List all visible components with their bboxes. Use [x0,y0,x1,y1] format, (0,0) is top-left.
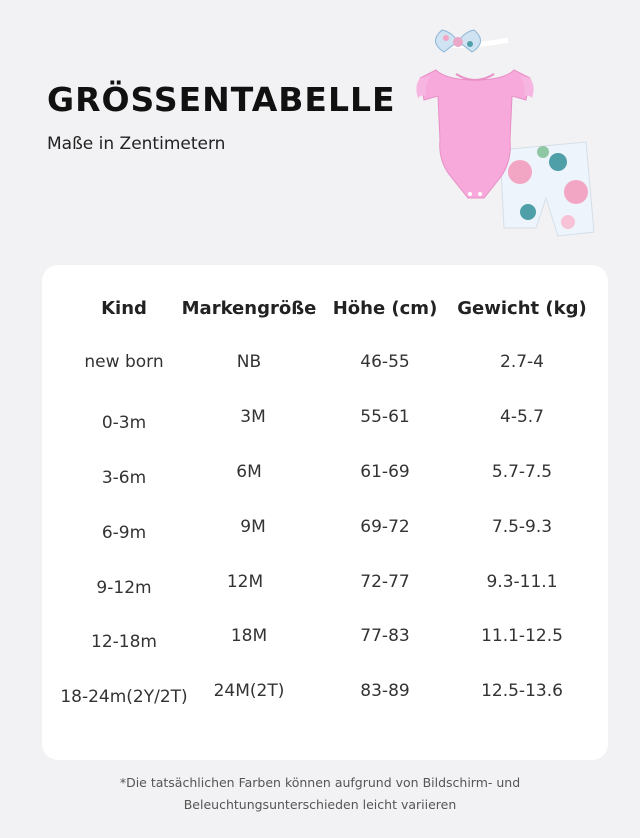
baby-outfit-illustration [408,22,608,252]
table-cell: 5.7-7.5 [491,462,553,482]
size-table-card [42,265,608,760]
table-cell: 77-83 [360,626,410,646]
table-cell: 12-18m [91,632,157,652]
table-cell: 3-6m [101,468,147,488]
table-cell: 7.5-9.3 [491,517,553,537]
table-cell: 83-89 [360,681,410,701]
table-cell: 2.7-4 [500,352,544,372]
table-cell: 0-3m [101,413,147,433]
footnote-line-1: *Die tatsächlichen Farben können aufgrund von Bildschirm- und [119,775,521,790]
table-cell: 12.5-13.6 [481,681,563,701]
table-cell: 18M [230,626,268,646]
column-header: Kind [101,298,147,319]
table-cell: 12M [226,572,264,592]
table-cell: 9-12m [96,578,152,598]
table-cell: 72-77 [360,572,410,592]
table-cell: 11.1-12.5 [481,626,563,646]
table-cell: NB [236,352,262,372]
table-cell: 3M [240,407,266,427]
page-subtitle: Maße in Zentimetern [47,134,226,154]
column-header: Gewicht (kg) [457,298,587,319]
table-cell: 4-5.7 [500,407,544,427]
table-cell: 46-55 [360,352,410,372]
table-cell: 6M [236,462,262,482]
product-image [408,22,608,252]
column-header: Markengröße [181,298,317,319]
table-cell: 6-9m [101,523,147,543]
table-cell: new born [84,352,164,372]
size-table [42,265,608,760]
footnote-line-2: Beleuchtungsunterschieden leicht variieren [183,797,457,812]
table-cell: 55-61 [360,407,410,427]
table-cell: 24M(2T) [213,681,285,701]
page-title: GRÖSSENTABELLE [47,80,396,119]
table-cell: 18-24m(2Y/2T) [60,687,188,707]
table-cell: 9.3-11.1 [486,572,558,592]
table-cell: 61-69 [360,462,410,482]
column-header: Höhe (cm) [332,298,438,319]
table-cell: 69-72 [360,517,410,537]
table-cell: 9M [240,517,266,537]
